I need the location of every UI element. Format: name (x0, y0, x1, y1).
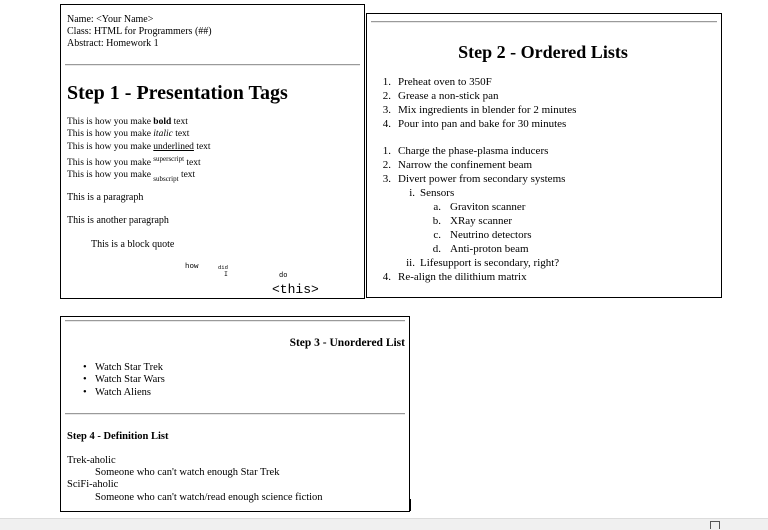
step2-heading: Step 2 - Ordered Lists (458, 42, 628, 62)
list-item (83, 374, 165, 386)
subscript-word: subscript (153, 175, 179, 184)
item-text: Pour into pan and bake for 30 minutes (398, 118, 567, 130)
unordered-list (83, 362, 165, 399)
definition-description: Someone who can't watch enough Star Trek (95, 467, 280, 479)
item-text: Divert power from secondary systems (398, 173, 566, 185)
meta-name: Name: <Your Name> (67, 14, 154, 25)
divider (65, 413, 405, 415)
item-number: 4. (382, 271, 391, 283)
item-text: Anti-proton beam (450, 243, 529, 255)
meta-abstract: Abstract: Homework 1 (67, 38, 159, 49)
item-number: 1. (382, 145, 391, 157)
underlined-word: underlined (153, 141, 194, 152)
divider (65, 64, 360, 66)
divider (65, 320, 405, 322)
item-number: 3. (382, 104, 391, 116)
line-suffix: text (175, 129, 190, 140)
step3-panel (60, 316, 410, 512)
item-text: Narrow the confinement beam (398, 159, 533, 171)
step2-panel (366, 13, 722, 298)
status-bar (0, 518, 768, 530)
item-text: Graviton scanner (450, 201, 526, 213)
item-text: Neutrino detectors (450, 229, 532, 241)
item-text: Watch Aliens (95, 386, 152, 398)
item-number: 2. (382, 90, 391, 102)
item-text: Preheat oven to 350F (398, 76, 492, 88)
list-item (83, 387, 165, 399)
step1-heading: Step 1 - Presentation Tags (67, 82, 288, 104)
item-text: Charge the phase-plasma inducers (398, 145, 549, 157)
item-number: c. (433, 229, 441, 241)
item-text: Sensors (420, 187, 455, 199)
item-text: Mix ingredients in blender for 2 minutes (398, 104, 577, 116)
item-number: b. (432, 215, 441, 227)
underline-line (67, 141, 211, 153)
step3-heading: Step 3 - Unordered List (289, 337, 405, 349)
item-number: a. (433, 201, 441, 213)
item-number: ii. (406, 257, 415, 269)
block-quote: This is a block quote (91, 239, 175, 250)
presentation-tags (67, 116, 211, 185)
window-corner-icon[interactable] (710, 521, 720, 529)
line-suffix: text (196, 141, 211, 152)
step4-heading: Step 4 - Definition List (67, 431, 169, 442)
line-prefix: This is how you make (67, 129, 151, 140)
item-number: 2. (382, 159, 391, 171)
subscript-line (67, 169, 211, 185)
item-number: i. (409, 187, 415, 199)
definition-term: Trek-aholic (67, 455, 116, 466)
italic-word: italic (153, 129, 173, 140)
item-text: Grease a non-stick pan (398, 90, 499, 102)
item-text: XRay scanner (450, 215, 513, 227)
line-prefix: This is how you make (67, 170, 151, 181)
item-text: Lifesupport is secondary, right? (420, 257, 560, 269)
line-suffix: text (186, 157, 201, 168)
bullet: • (83, 362, 87, 373)
pre-word-i: I (224, 271, 228, 278)
pre-word-this: <this> (272, 282, 319, 297)
text-cursor (410, 499, 411, 511)
bold-word: bold (153, 117, 172, 127)
bullet: • (83, 374, 87, 386)
step1-panel (60, 4, 365, 299)
italic-line (67, 128, 211, 140)
line-prefix: This is how you make (67, 157, 151, 168)
bold-line (67, 116, 211, 128)
document-meta (67, 14, 212, 50)
item-text: Watch Star Wars (95, 374, 165, 386)
pre-word-do: do (279, 272, 288, 280)
paragraph-2: This is another paragraph (67, 215, 169, 226)
divider (371, 21, 717, 23)
superscript-word: superscript (153, 154, 185, 163)
list-item (83, 362, 165, 374)
line-suffix: text (180, 170, 196, 181)
definition-term: SciFi-aholic (67, 479, 119, 491)
definition-list (67, 455, 323, 504)
pre-word-did: did (218, 264, 228, 271)
paragraph-1: This is a paragraph (67, 192, 144, 203)
line-prefix: This is how you make (67, 141, 151, 152)
item-number: 3. (382, 173, 391, 185)
item-text: Re-align the dilithium matrix (398, 271, 527, 283)
superscript-line (67, 153, 211, 169)
item-number: d. (432, 243, 441, 255)
item-number: 4. (382, 118, 391, 130)
item-number: 1. (382, 76, 391, 88)
line-suffix: text (173, 117, 188, 127)
line-prefix: This is how you make (67, 117, 151, 127)
item-text: Watch Star Trek (95, 362, 163, 373)
definition-description: Someone who can't watch/read enough science fiction (95, 491, 323, 503)
pre-word-how: how (185, 263, 199, 271)
bullet: • (83, 386, 87, 398)
meta-class: Class: HTML for Programmers (##) (67, 26, 212, 37)
